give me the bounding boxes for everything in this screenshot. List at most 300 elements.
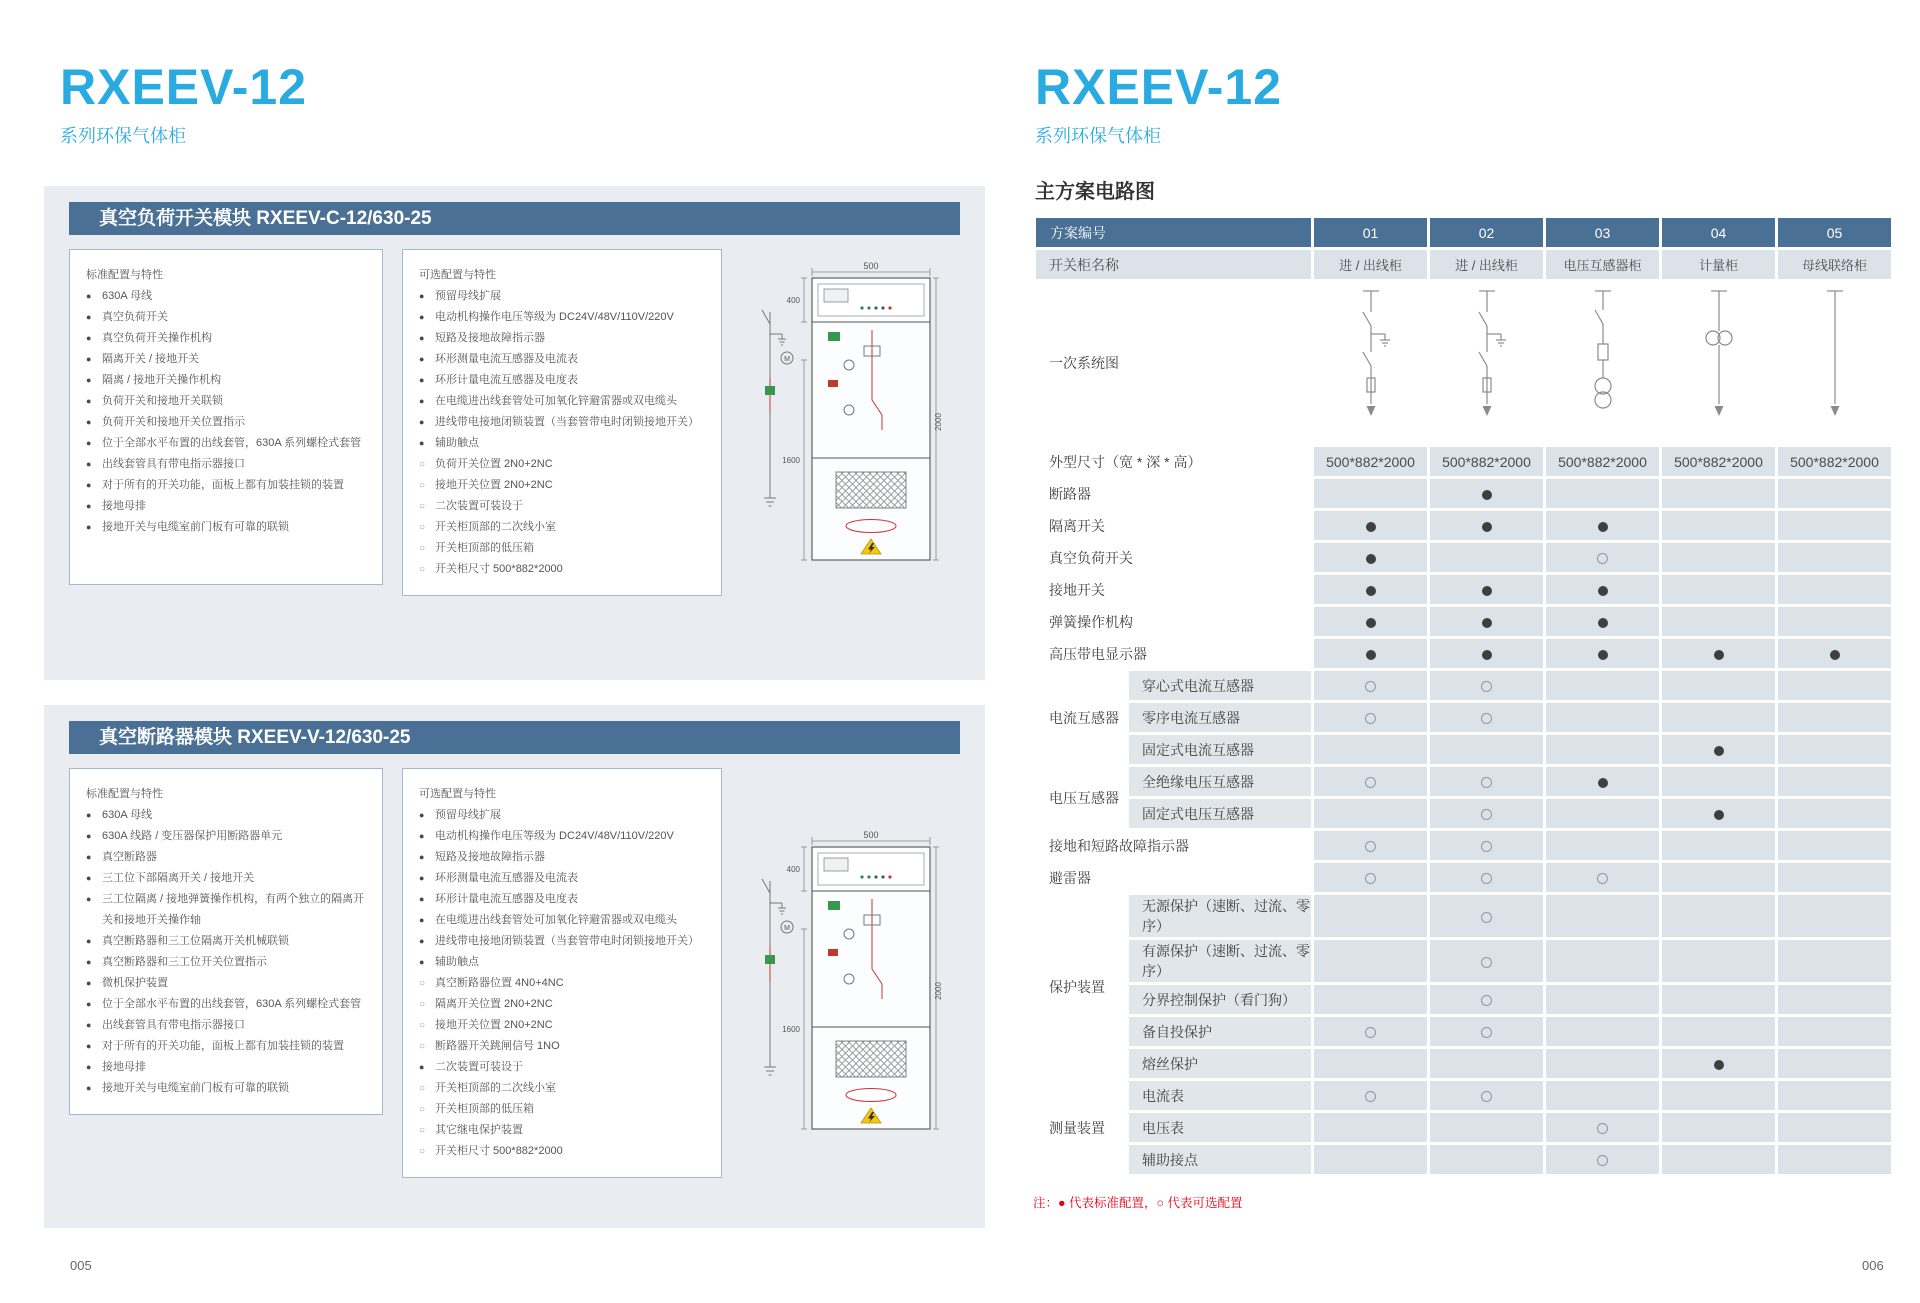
cabinet-outline: [812, 847, 930, 1129]
filled-bullet-icon: ●: [419, 438, 425, 448]
feature-item: [419, 952, 709, 973]
standard-config-dot: [1714, 810, 1724, 820]
scheme-config-row: [1036, 1017, 1891, 1046]
feature-text: 630A 母线: [102, 290, 153, 302]
feature-item: [419, 454, 709, 475]
config-cell: [1546, 479, 1659, 508]
config-sub-label: 固定式电压互感器: [1129, 799, 1311, 828]
config-row-label: 避雷器: [1049, 869, 1091, 886]
feature-text: 真空负荷开关操作机构: [102, 332, 212, 344]
feature-text: 对于所有的开关功能，面板上都有加装挂锁的装置: [102, 1040, 344, 1052]
feature-item: [86, 517, 370, 538]
feature-item: [419, 1036, 709, 1057]
optional-config-dot: [1481, 713, 1492, 724]
feature-text: 预留母线扩展: [435, 290, 501, 302]
config-cell: [1430, 1081, 1543, 1110]
feature-text: 二次装置可装设于: [435, 1061, 523, 1073]
config-cell: [1546, 1081, 1659, 1110]
optional-config-dot: [1365, 777, 1376, 788]
feature-item: [419, 1078, 709, 1099]
open-bullet-icon: ○: [419, 1041, 426, 1052]
feature-item: [419, 1015, 709, 1036]
column-header: 01: [1314, 218, 1427, 247]
size-value: 500*882*2000: [1778, 447, 1891, 476]
config-sub-label: 电流表: [1129, 1081, 1311, 1110]
config-cell: [1430, 1113, 1543, 1142]
module-1-header: 真空负荷开关模块 RXEEV-C-12/630-25: [69, 202, 960, 235]
filled-bullet-icon: ●: [86, 978, 92, 988]
feature-text: 环形测量电流互感器及电流表: [435, 353, 578, 365]
motor-label: M: [784, 925, 790, 932]
column-header: 02: [1430, 218, 1543, 247]
config-cell: [1662, 575, 1775, 604]
scheme-config-row: [1036, 1113, 1891, 1142]
feature-item: [86, 286, 370, 307]
feature-item: [419, 910, 709, 931]
feature-item: [419, 931, 709, 952]
optional-config-dot: [1481, 681, 1492, 692]
one-line-diagram-row: [1036, 282, 1891, 444]
feature-text: 真空断路器和三工位开关位置指示: [102, 956, 267, 968]
config-cell: [1662, 831, 1775, 860]
feature-item: [419, 1141, 709, 1162]
feature-item: [86, 328, 370, 349]
feature-item: [86, 889, 370, 931]
feature-item: [86, 1057, 370, 1078]
feature-item: [86, 931, 370, 952]
feature-item: [86, 847, 370, 868]
filled-bullet-icon: ●: [419, 915, 425, 925]
feature-item: [86, 1078, 370, 1099]
cabinet-name-row: [1036, 250, 1891, 279]
module-2-panel: [44, 705, 985, 1228]
feature-item: [86, 496, 370, 517]
open-bullet-icon: ○: [419, 1020, 426, 1031]
feature-text: 接地开关位置 2N0+2NC: [435, 479, 553, 491]
page-right-title: RXEEV-12: [1035, 59, 1283, 115]
scheme-number-label: 方案编号: [1036, 218, 1311, 247]
config-cell: [1778, 479, 1891, 508]
config-cell: [1430, 985, 1543, 1014]
page-number-right: 006: [1862, 1258, 1884, 1273]
feature-text: 隔离开关位置 2N0+2NC: [435, 998, 553, 1010]
config-cell: [1314, 767, 1427, 796]
feature-text: 电动机构操作电压等级为 DC24V/48V/110V/220V: [435, 311, 674, 323]
filled-bullet-icon: ●: [86, 936, 92, 946]
config-cell: [1662, 799, 1775, 828]
filled-bullet-icon: ●: [86, 1083, 92, 1093]
column-header: 03: [1546, 218, 1659, 247]
config-cell: [1662, 985, 1775, 1014]
feature-item: [86, 1015, 370, 1036]
filled-bullet-icon: ●: [86, 522, 92, 532]
standard-config-dot: [1482, 490, 1492, 500]
feature-text: 630A 母线: [102, 809, 153, 821]
feature-text: 三工位隔离 / 接地弹簧操作机构，有两个独立的隔离开关和接地开关操作轴: [102, 893, 365, 926]
feature-text: 开关柜顶部的低压箱: [435, 542, 534, 554]
config-cell: [1778, 831, 1891, 860]
scheme-config-row: [1036, 671, 1891, 700]
config-cell: [1662, 1049, 1775, 1078]
scheme-config-row: [1036, 703, 1891, 732]
optional-config-dot: [1481, 777, 1492, 788]
filled-bullet-icon: ●: [86, 396, 92, 406]
filled-bullet-icon: ●: [419, 312, 425, 322]
filled-bullet-icon: ●: [86, 831, 92, 841]
feature-item: [419, 433, 709, 454]
config-cell: [1778, 767, 1891, 796]
feature-text: 接地开关与电缆室前门板有可靠的联锁: [102, 521, 289, 533]
config-sub-label: 有源保护（速断、过流、零序）: [1129, 940, 1311, 982]
module-1-panel: [44, 186, 985, 680]
feature-item: [86, 307, 370, 328]
optional-config-dot: [1481, 995, 1492, 1006]
one-line-schematic: [762, 879, 793, 1075]
config-cell: [1430, 511, 1543, 540]
filled-bullet-icon: ●: [419, 417, 425, 427]
page-number-left: 005: [70, 1258, 92, 1273]
filled-bullet-icon: ●: [86, 333, 92, 343]
feature-item: [86, 475, 370, 496]
standard-config-dot: [1366, 586, 1376, 596]
feature-item: [419, 496, 709, 517]
dim-height-label: 2000: [934, 982, 943, 1000]
optional-config-dot: [1365, 841, 1376, 852]
feature-text: 接地开关与电缆室前门板有可靠的联锁: [102, 1082, 289, 1094]
module-1-standard-box: [69, 249, 383, 585]
filled-bullet-icon: ●: [86, 1062, 92, 1072]
filled-bullet-icon: ●: [419, 375, 425, 385]
filled-bullet-icon: ●: [86, 459, 92, 469]
config-cell: [1314, 985, 1427, 1014]
config-cell: [1778, 1049, 1891, 1078]
feature-text: 开关柜顶部的二次线小室: [435, 521, 556, 533]
feature-text: 微机保护装置: [102, 977, 168, 989]
scheme-config-row: [1036, 735, 1891, 764]
optional-config-dot: [1365, 681, 1376, 692]
config-sub-label: 全绝缘电压互感器: [1129, 767, 1311, 796]
config-cell: [1662, 511, 1775, 540]
config-group-label: 电流互感器: [1049, 709, 1119, 726]
feature-item: [419, 805, 709, 826]
feature-item: [419, 973, 709, 994]
config-cell: [1662, 1017, 1775, 1046]
feature-item: [419, 328, 709, 349]
module-2-header: 真空断路器模块 RXEEV-V-12/630-25: [69, 721, 960, 754]
feature-text: 环形测量电流互感器及电流表: [435, 872, 578, 884]
config-cell: [1778, 863, 1891, 892]
config-cell: [1662, 767, 1775, 796]
config-cell: [1430, 1049, 1543, 1078]
feature-text: 开关柜尺寸 500*882*2000: [435, 563, 563, 575]
config-cell: [1430, 703, 1543, 732]
filled-bullet-icon: ●: [419, 291, 425, 301]
config-cell: [1314, 1081, 1427, 1110]
feature-item: [419, 475, 709, 496]
feature-text: 真空断路器位置 4N0+4NC: [435, 977, 564, 989]
scheme-config-row: [1036, 831, 1891, 860]
motor-label: M: [784, 356, 790, 363]
column-header: 05: [1778, 218, 1891, 247]
config-row-label: 弹簧操作机构: [1049, 613, 1133, 630]
standard-config-dot: [1482, 586, 1492, 596]
config-cell: [1314, 703, 1427, 732]
config-row-label: 断路器: [1049, 485, 1091, 502]
feature-text: 负荷开关和接地开关联锁: [102, 395, 223, 407]
config-cell: [1778, 940, 1891, 982]
filled-bullet-icon: ●: [419, 936, 425, 946]
vent-grille: [836, 472, 906, 508]
standard-config-dot: [1598, 650, 1608, 660]
scheme-config-row: [1036, 767, 1891, 796]
config-cell: [1314, 511, 1427, 540]
feature-item: [419, 1120, 709, 1141]
dim-bottom-label: 1600: [782, 456, 800, 465]
config-cell: [1662, 479, 1775, 508]
size-value: 500*882*2000: [1662, 447, 1775, 476]
feature-text: 环形计量电流互感器及电度表: [435, 374, 578, 386]
open-bullet-icon: ○: [419, 1146, 426, 1157]
dim-top-label: 400: [786, 296, 800, 305]
scheme-table-wrap: [1033, 215, 1899, 1211]
scheme-config-row: [1036, 863, 1891, 892]
config-cell: [1662, 671, 1775, 700]
config-cell: [1546, 1113, 1659, 1142]
scheme-header-row: [1036, 218, 1891, 247]
config-cell: [1546, 940, 1659, 982]
feature-text: 负荷开关和接地开关位置指示: [102, 416, 245, 428]
config-cell: [1778, 799, 1891, 828]
diagram-row-label: 一次系统图: [1049, 355, 1119, 371]
config-cell: [1314, 895, 1427, 937]
one-line-diagram-01: [1314, 282, 1427, 444]
config-cell: [1430, 639, 1543, 668]
page-right-subtitle: 系列环保气体柜: [1035, 126, 1161, 146]
optional-config-dot: [1597, 1123, 1608, 1134]
standard-config-dot: [1366, 522, 1376, 532]
feature-item: [86, 826, 370, 847]
config-cell: [1546, 1049, 1659, 1078]
open-bullet-icon: ○: [419, 501, 426, 512]
standard-config-dot: [1598, 778, 1608, 788]
optional-config-dot: [1481, 1027, 1492, 1038]
config-cell: [1314, 799, 1427, 828]
feature-item: [419, 370, 709, 391]
config-cell: [1662, 735, 1775, 764]
config-cell: [1314, 1145, 1427, 1174]
scheme-config-row: [1036, 1049, 1891, 1078]
filled-bullet-icon: ●: [86, 852, 92, 862]
filled-bullet-icon: ●: [86, 312, 92, 322]
config-cell: [1546, 639, 1659, 668]
feature-item: [419, 1057, 709, 1078]
control-panel: [818, 284, 924, 316]
feature-text: 对于所有的开关功能，面板上都有加装挂锁的装置: [102, 479, 344, 491]
scheme-config-row: [1036, 575, 1891, 604]
config-cell: [1662, 703, 1775, 732]
config-cell: [1662, 543, 1775, 572]
config-cell: [1314, 671, 1427, 700]
filled-bullet-icon: ●: [86, 1020, 92, 1030]
optional-config-dot: [1365, 1091, 1376, 1102]
standard-config-dot: [1830, 650, 1840, 660]
cabinet-name: 进 / 出线柜: [1430, 250, 1543, 279]
feature-text: 开关柜尺寸 500*882*2000: [435, 1145, 563, 1157]
feature-item: [419, 994, 709, 1015]
feature-text: 隔离开关 / 接地开关: [102, 353, 200, 365]
feature-item: [86, 805, 370, 826]
feature-item: [419, 847, 709, 868]
feature-item: [86, 433, 370, 454]
section-title: 主方案电路图: [1035, 181, 1155, 203]
cabinet-outline: [812, 278, 930, 560]
config-cell: [1778, 1145, 1891, 1174]
feature-text: 出线套管具有带电指示器接口: [102, 1019, 245, 1031]
config-cell: [1662, 1113, 1775, 1142]
filled-bullet-icon: ●: [419, 810, 425, 820]
standard-config-dot: [1598, 522, 1608, 532]
config-cell: [1546, 767, 1659, 796]
config-cell: [1662, 607, 1775, 636]
filled-bullet-icon: ●: [86, 291, 92, 301]
standard-list-title: 标准配置与特性: [86, 269, 163, 281]
size-value: 500*882*2000: [1546, 447, 1659, 476]
feature-text: 在电缆进出线套管处可加氧化锌避雷器或双电缆头: [435, 914, 677, 926]
column-header: 04: [1662, 218, 1775, 247]
feature-item: [419, 391, 709, 412]
feature-text: 在电缆进出线套管处可加氧化锌避雷器或双电缆头: [435, 395, 677, 407]
config-sub-label: 辅助接点: [1129, 1145, 1311, 1174]
config-cell: [1314, 831, 1427, 860]
feature-item: [419, 826, 709, 847]
config-cell: [1314, 1113, 1427, 1142]
filled-bullet-icon: ●: [86, 501, 92, 511]
config-cell: [1778, 639, 1891, 668]
config-cell: [1314, 543, 1427, 572]
feature-text: 短路及接地故障指示器: [435, 332, 545, 344]
optional-list-title: 可选配置与特性: [419, 269, 496, 281]
cabinet-name: 母线联络柜: [1778, 250, 1891, 279]
one-line-diagram-04: [1662, 282, 1775, 444]
optional-config-dot: [1481, 1091, 1492, 1102]
feature-item: [419, 307, 709, 328]
filled-bullet-icon: ●: [419, 396, 425, 406]
filled-bullet-icon: ●: [86, 957, 92, 967]
config-cell: [1314, 479, 1427, 508]
size-row-label: 外型尺寸（宽 * 深 * 高）: [1049, 453, 1202, 470]
scheme-config-row: [1036, 1145, 1891, 1174]
config-cell: [1430, 607, 1543, 636]
config-cell: [1314, 863, 1427, 892]
filled-bullet-icon: ●: [419, 852, 425, 862]
cabinet-drawing-2: [744, 829, 944, 1149]
config-cell: [1430, 1017, 1543, 1046]
config-row-label: 隔离开关: [1049, 517, 1105, 534]
config-row-label: 高压带电显示器: [1049, 645, 1147, 662]
config-cell: [1314, 1017, 1427, 1046]
feature-text: 真空断路器: [102, 851, 157, 863]
config-cell: [1430, 479, 1543, 508]
filled-bullet-icon: ●: [419, 354, 425, 364]
feature-item: [419, 286, 709, 307]
config-cell: [1778, 1017, 1891, 1046]
config-cell: [1430, 831, 1543, 860]
standard-list-title: 标准配置与特性: [86, 788, 163, 800]
config-cell: [1546, 895, 1659, 937]
config-cell: [1662, 1145, 1775, 1174]
open-bullet-icon: ○: [419, 999, 426, 1010]
config-cell: [1430, 575, 1543, 604]
filled-bullet-icon: ●: [419, 831, 425, 841]
feature-text: 二次装置可装设于: [435, 500, 523, 512]
feature-item: [86, 952, 370, 973]
filled-bullet-icon: ●: [419, 873, 425, 883]
standard-config-dot: [1598, 618, 1608, 628]
control-panel: [818, 853, 924, 885]
standard-config-dot: [1366, 554, 1376, 564]
filled-bullet-icon: ●: [86, 894, 92, 904]
scheme-config-row: [1036, 639, 1891, 668]
cabinet-name-label: 开关柜名称: [1036, 250, 1311, 279]
config-cell: [1546, 735, 1659, 764]
filled-bullet-icon: ●: [86, 375, 92, 385]
config-cell: [1778, 575, 1891, 604]
standard-config-dot: [1366, 650, 1376, 660]
vent-grille: [836, 1041, 906, 1077]
dim-bottom-label: 1600: [782, 1025, 800, 1034]
config-cell: [1314, 607, 1427, 636]
cabinet-drawing-1: [744, 260, 944, 580]
config-cell: [1546, 985, 1659, 1014]
optional-config-dot: [1481, 912, 1492, 923]
config-cell: [1546, 671, 1659, 700]
feature-item: [86, 454, 370, 475]
feature-item: [86, 1036, 370, 1057]
feature-text: 真空断路器和三工位隔离开关机械联锁: [102, 935, 289, 947]
feature-text: 进线带电接地闭锁装置（当套管带电时闭锁接地开关）: [435, 935, 699, 947]
filled-bullet-icon: ●: [419, 894, 425, 904]
standard-config-dot: [1714, 746, 1724, 756]
filled-bullet-icon: ●: [86, 480, 92, 490]
config-group-label: 保护装置: [1049, 978, 1105, 995]
filled-bullet-icon: ●: [86, 873, 92, 883]
feature-text: 630A 线路 / 变压器保护用断路器单元: [102, 830, 283, 842]
config-cell: [1778, 1113, 1891, 1142]
dim-top-label: 400: [786, 865, 800, 874]
size-value: 500*882*2000: [1430, 447, 1543, 476]
feature-item: [86, 391, 370, 412]
one-line-schematic: [762, 310, 793, 506]
filled-bullet-icon: ●: [419, 957, 425, 967]
config-sub-label: 固定式电流互感器: [1129, 735, 1311, 764]
config-cell: [1546, 703, 1659, 732]
feature-text: 环形计量电流互感器及电度表: [435, 893, 578, 905]
config-cell: [1546, 799, 1659, 828]
module-2-standard-box: [69, 768, 383, 1115]
filled-bullet-icon: ●: [86, 438, 92, 448]
config-cell: [1778, 607, 1891, 636]
open-bullet-icon: ○: [419, 564, 426, 575]
config-group-label: 测量装置: [1049, 1119, 1105, 1136]
config-cell: [1662, 940, 1775, 982]
feature-text: 三工位下部隔离开关 / 接地开关: [102, 872, 255, 884]
optional-feature-list: [419, 805, 709, 1162]
config-cell: [1662, 639, 1775, 668]
feature-item: [86, 349, 370, 370]
config-cell: [1546, 1017, 1659, 1046]
config-group-label: 电压互感器: [1049, 789, 1119, 806]
config-cell: [1430, 863, 1543, 892]
